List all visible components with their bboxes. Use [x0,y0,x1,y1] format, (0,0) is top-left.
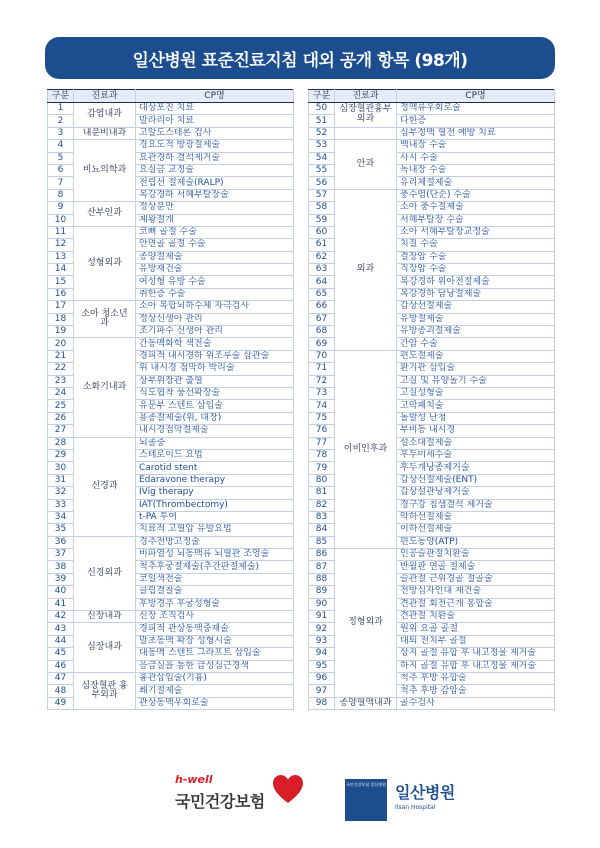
cp-name: 제왕절개 [136,214,294,226]
row-number: 41 [48,598,74,610]
row-number: 52 [309,127,335,139]
cp-name: 취한증 수술 [136,288,294,300]
row-number: 93 [309,635,335,647]
cp-name: 정상분만 [136,202,294,214]
row-number: 9 [48,202,74,214]
cp-name: 뇌졸중 [136,437,294,449]
row-number: 63 [309,264,335,276]
cp-name: Carotid stent [136,462,294,474]
row-number: 31 [48,474,74,486]
cp-name: 충수염(단순) 수술 [397,189,555,201]
table-row [309,697,555,709]
row-number: 19 [48,326,74,338]
header-cp: CP명 [136,90,294,103]
cp-name: 요관경하 결석제거술 [136,152,294,164]
table-row [48,437,294,449]
row-number: 28 [48,437,74,449]
cp-name: 쐐기절제술 [136,685,294,697]
row-number: 44 [48,635,74,647]
department-cell: 비뇨의학과 [74,140,136,202]
department-cell: 감염내과 [74,103,136,128]
row-number: 16 [48,288,74,300]
row-number: 43 [48,623,74,635]
cp-name: 전방십자인대 재건술 [397,586,555,598]
row-number: 50 [309,103,335,115]
heart-icon [271,773,305,807]
row-number: 5 [48,152,74,164]
ilsan-hospital-logo [345,773,455,821]
cp-name: 스테로이드 요법 [136,449,294,461]
row-number: 20 [48,338,74,350]
department-cell: 소화기내과 [74,338,136,437]
row-number: 2 [48,115,74,127]
cp-name: 편도절제술 [397,350,555,362]
row-number: 64 [309,276,335,288]
row-number: 83 [309,511,335,523]
cp-name: 복강경하 위아전절제술 [397,276,555,288]
row-number: 85 [309,536,335,548]
cp-name: 응급실을 통한 급성심근경색 [136,660,294,672]
cp-name: 척추후궁절제술(추간판절제술) [136,561,294,573]
cp-name: 복강경하 서혜부탈장술 [136,189,294,201]
cp-name: 고실 및 유양돌기 수술 [397,375,555,387]
ilsan-mark-icon: 국민건강보험 일산병원 [345,779,387,821]
row-number: 34 [48,511,74,523]
row-number: 11 [48,226,74,238]
row-number: 53 [309,140,335,152]
row-number: 32 [48,487,74,499]
table-row [309,103,555,115]
department-cell: 이비인후과 [335,350,397,548]
cp-name: 경피적 내시경하 위조루술 삽관술 [136,350,294,362]
cp-name: 경구강 침샘결석 제거술 [397,499,555,511]
cp-name: 서혜부탈장 수술 [397,214,555,226]
cp-name: 고실성형술 [397,387,555,399]
table-row [309,140,555,152]
row-number: 80 [309,474,335,486]
table-row [309,350,555,362]
row-number: 57 [309,189,335,201]
cp-name: 이하선절제술 [397,524,555,536]
table-row [48,672,294,684]
row-number: 65 [309,288,335,300]
row-number: 88 [309,573,335,585]
cp-name: 유문부 스텐트 삽입술 [136,400,294,412]
cp-name: 백내장 수술 [397,140,555,152]
row-number: 13 [48,251,74,263]
cp-name: 유리체절제술 [397,177,555,189]
row-number: 84 [309,524,335,536]
cp-name: 반월판 연골 절제술 [397,561,555,573]
cp-name: 고알도스테론 검사 [136,127,294,139]
row-number: 59 [309,214,335,226]
row-number: 95 [309,660,335,672]
cp-table-left [47,89,294,710]
cp-name: 소아 서혜부탈장교정술 [397,226,555,238]
cp-name: 갑상선절제술 [397,301,555,313]
row-number: 69 [309,338,335,350]
cp-name: 대상포진 치료 [136,103,294,115]
cp-name: 편도농양(ATP) [397,536,555,548]
row-number: 38 [48,561,74,573]
cp-name: 척추 후방 유합술 [397,672,555,684]
row-number: 12 [48,239,74,251]
cp-name: 환기관 삽입술 [397,363,555,375]
row-number: 26 [48,412,74,424]
table-row [309,189,555,201]
row-number: 35 [48,524,74,536]
row-number: 75 [309,412,335,424]
row-number: 23 [48,375,74,387]
cp-name: 상지 골절 유합 후 내고정물 제거술 [397,648,555,660]
table-row [48,301,294,313]
row-number: 22 [48,363,74,375]
row-number: 67 [309,313,335,325]
row-number: 73 [309,387,335,399]
cp-name: 척추 후방 감압술 [397,685,555,697]
row-number: 60 [309,226,335,238]
cp-name: 비파열성 뇌동맥류 뇌혈관 조영술 [136,549,294,561]
cp-table-right [308,89,555,710]
row-number: 97 [309,685,335,697]
cp-name: Edaravone therapy [136,474,294,486]
row-number: 56 [309,177,335,189]
row-number: 30 [48,462,74,474]
cp-name: 치질 수술 [397,239,555,251]
cp-name: 복강경하 담낭절제술 [397,288,555,300]
cp-name: 신장 조직검사 [136,611,294,623]
cp-name: 견관절 회전근개 봉합술 [397,598,555,610]
row-number: 48 [48,685,74,697]
nhis-tagline: h-well [175,773,213,786]
cp-name: 흉관삽입술(기흉) [136,672,294,684]
cp-name: 사시 수술 [397,152,555,164]
cp-name: 종양절제술 [136,251,294,263]
header-no: 구분 [48,90,74,103]
row-number: 91 [309,611,335,623]
ilsan-name: 일산병원 [395,783,455,802]
cp-name: 여성형 유방 수술 [136,276,294,288]
cp-name: 간동맥화학 색전술 [136,338,294,350]
cp-name: 상부위장관 출혈 [136,375,294,387]
department-cell: 소아 청소년과 [74,301,136,338]
table-row [48,338,294,350]
cp-name: 갑상설관낭제거술 [397,487,555,499]
footer-logos [0,770,600,830]
department-cell: 신경과 [74,437,136,536]
row-number: 62 [309,251,335,263]
table-row [48,140,294,152]
cp-name: 후두개낭종제거술 [397,462,555,474]
row-number: 10 [48,214,74,226]
cp-name: 대동맥 스텐트 그라프트 삽입술 [136,648,294,660]
table-row [48,623,294,635]
header-dept: 진료과 [335,90,397,103]
cp-name: 설소대절제술 [397,437,555,449]
row-number: 72 [309,375,335,387]
cp-name: 말초동맥 확장 성형시술 [136,635,294,647]
row-number: 3 [48,127,74,139]
cp-name: 견관절 치환술 [397,611,555,623]
header-dept: 진료과 [74,90,136,103]
row-number: 40 [48,586,74,598]
row-number: 74 [309,400,335,412]
table-row [48,202,294,214]
cp-name: 슬관절 근위경골 절골술 [397,573,555,585]
row-number: 45 [48,648,74,660]
row-number: 68 [309,326,335,338]
table-row [48,611,294,623]
row-number: 98 [309,697,335,709]
department-cell: 외과 [335,189,397,350]
row-number: 81 [309,487,335,499]
cp-name: 유방절제술 [397,313,555,325]
row-number: 29 [48,449,74,461]
cp-name: 갑상선절제술(ENT) [397,474,555,486]
cp-name: 직장암 수술 [397,264,555,276]
cp-name: 다한증 [397,115,555,127]
cp-name: 심부정맥 혈전 예방 치료 [397,127,555,139]
table-row [48,226,294,238]
department-cell: 심장혈관 흉부외과 [74,672,136,709]
nhis-logo [175,773,325,821]
table-row [309,549,555,561]
department-cell: 산부인과 [74,202,136,227]
cp-name: 녹내장 수술 [397,164,555,176]
department-cell: 신장내과 [74,611,136,623]
row-number: 39 [48,573,74,585]
cp-name: 용종절제술(위, 대장) [136,412,294,424]
row-number: 82 [309,499,335,511]
row-number: 54 [309,152,335,164]
department-cell: 안과 [335,140,397,190]
header-cp: CP명 [397,90,555,103]
row-number: 21 [48,350,74,362]
cp-name: 유방종괴절제술 [397,326,555,338]
cp-name: 간암 수술 [397,338,555,350]
cp-name: 후방경추 후궁성형술 [136,598,294,610]
cp-name: 코일색전술 [136,573,294,585]
row-number: 33 [48,499,74,511]
cp-name: 정맥류우회로술 [397,103,555,115]
row-number: 96 [309,672,335,684]
department-cell: 심장혈관흉부 외과 [335,103,397,128]
row-number: 87 [309,561,335,573]
cp-name: 코뼈 골절 수술 [136,226,294,238]
row-number: 92 [309,623,335,635]
cp-name: 전립선 절제술(RALP) [136,177,294,189]
cp-name: 유방재건술 [136,264,294,276]
row-number: 66 [309,301,335,313]
row-number: 58 [309,202,335,214]
row-number: 51 [309,115,335,127]
cp-name: 소아 복합뇌하수체 자극검사 [136,301,294,313]
row-number: 89 [309,586,335,598]
row-number: 15 [48,276,74,288]
row-number: 8 [48,189,74,201]
cp-name: 대퇴 전치부 골절 [397,635,555,647]
page-title: 일산병원 표준진료지침 대외 공개 항목 (98개) [45,37,555,79]
cp-name: 말라리아 치료 [136,115,294,127]
row-number: 36 [48,536,74,548]
row-number: 79 [309,462,335,474]
row-number: 1 [48,103,74,115]
cp-name: 부비동 내시경 [397,425,555,437]
row-number: 42 [48,611,74,623]
table-row [48,536,294,548]
row-number: 86 [309,549,335,561]
department-cell: 성형외과 [74,226,136,300]
row-number: 7 [48,177,74,189]
row-number: 70 [309,350,335,362]
row-number: 90 [309,598,335,610]
row-number: 47 [48,672,74,684]
department-cell: 신경외과 [74,536,136,610]
department-cell: 종양혈액내과 [335,697,397,709]
cp-name: 골수검사 [397,697,555,709]
cp-name: 경추전방고정술 [136,536,294,548]
row-number: 37 [48,549,74,561]
row-number: 46 [48,660,74,672]
row-number: 25 [48,400,74,412]
row-number: 17 [48,301,74,313]
row-number: 27 [48,425,74,437]
cp-name: 고막패치술 [397,400,555,412]
cp-name: IVig therapy [136,487,294,499]
cp-name: 소아 충수절제술 [397,202,555,214]
cp-name: 치료적 고혈압 유발요법 [136,524,294,536]
cp-name: 내시경점막절제술 [136,425,294,437]
cp-name: IAT(Thrombectomy) [136,499,294,511]
department-cell [335,127,397,139]
cp-name: 경요도적 방광절제술 [136,140,294,152]
row-number: 49 [48,697,74,709]
cp-name: 악하선절제술 [397,511,555,523]
department-cell: 정형외과 [335,549,397,698]
department-cell: 심장내과 [74,623,136,673]
row-number: 55 [309,164,335,176]
cp-name: 조기파수 신생아 관리 [136,326,294,338]
cp-name: 인공슬관절치환술 [397,549,555,561]
cp-name: 요실금 교정술 [136,164,294,176]
row-number: 71 [309,363,335,375]
table-row [48,103,294,115]
nhis-name: 국민건강보험 [175,792,265,811]
department-cell: 내분비내과 [74,127,136,139]
cp-name: 안면골 골절 수술 [136,239,294,251]
row-number: 4 [48,140,74,152]
row-number: 24 [48,387,74,399]
cp-name: 클립결찰술 [136,586,294,598]
cp-name: t-PA 투여 [136,511,294,523]
cp-name: 관상동맥우회로술 [136,697,294,709]
cp-name: 위 내시경 점막하 박리술 [136,363,294,375]
row-number: 6 [48,164,74,176]
row-number: 14 [48,264,74,276]
row-number: 78 [309,449,335,461]
header-no: 구분 [309,90,335,103]
cp-name: 하지 골절 유합 후 내고정물 제거술 [397,660,555,672]
cp-name: 결장암 수술 [397,251,555,263]
cp-name: 식도협착 풍선확장술 [136,387,294,399]
row-number: 61 [309,239,335,251]
ilsan-en: Ilsan Hospital [395,804,436,811]
row-number: 94 [309,648,335,660]
cp-name: 돌발성 난청 [397,412,555,424]
table-row [309,127,555,139]
row-number: 77 [309,437,335,449]
cp-name: 원위 요골 골절 [397,623,555,635]
cp-name: 후두미세수술 [397,449,555,461]
cp-name: 경피적 관상동맥중재술 [136,623,294,635]
row-number: 18 [48,313,74,325]
table-row [48,127,294,139]
row-number: 76 [309,425,335,437]
cp-name: 정상신생아 관리 [136,313,294,325]
